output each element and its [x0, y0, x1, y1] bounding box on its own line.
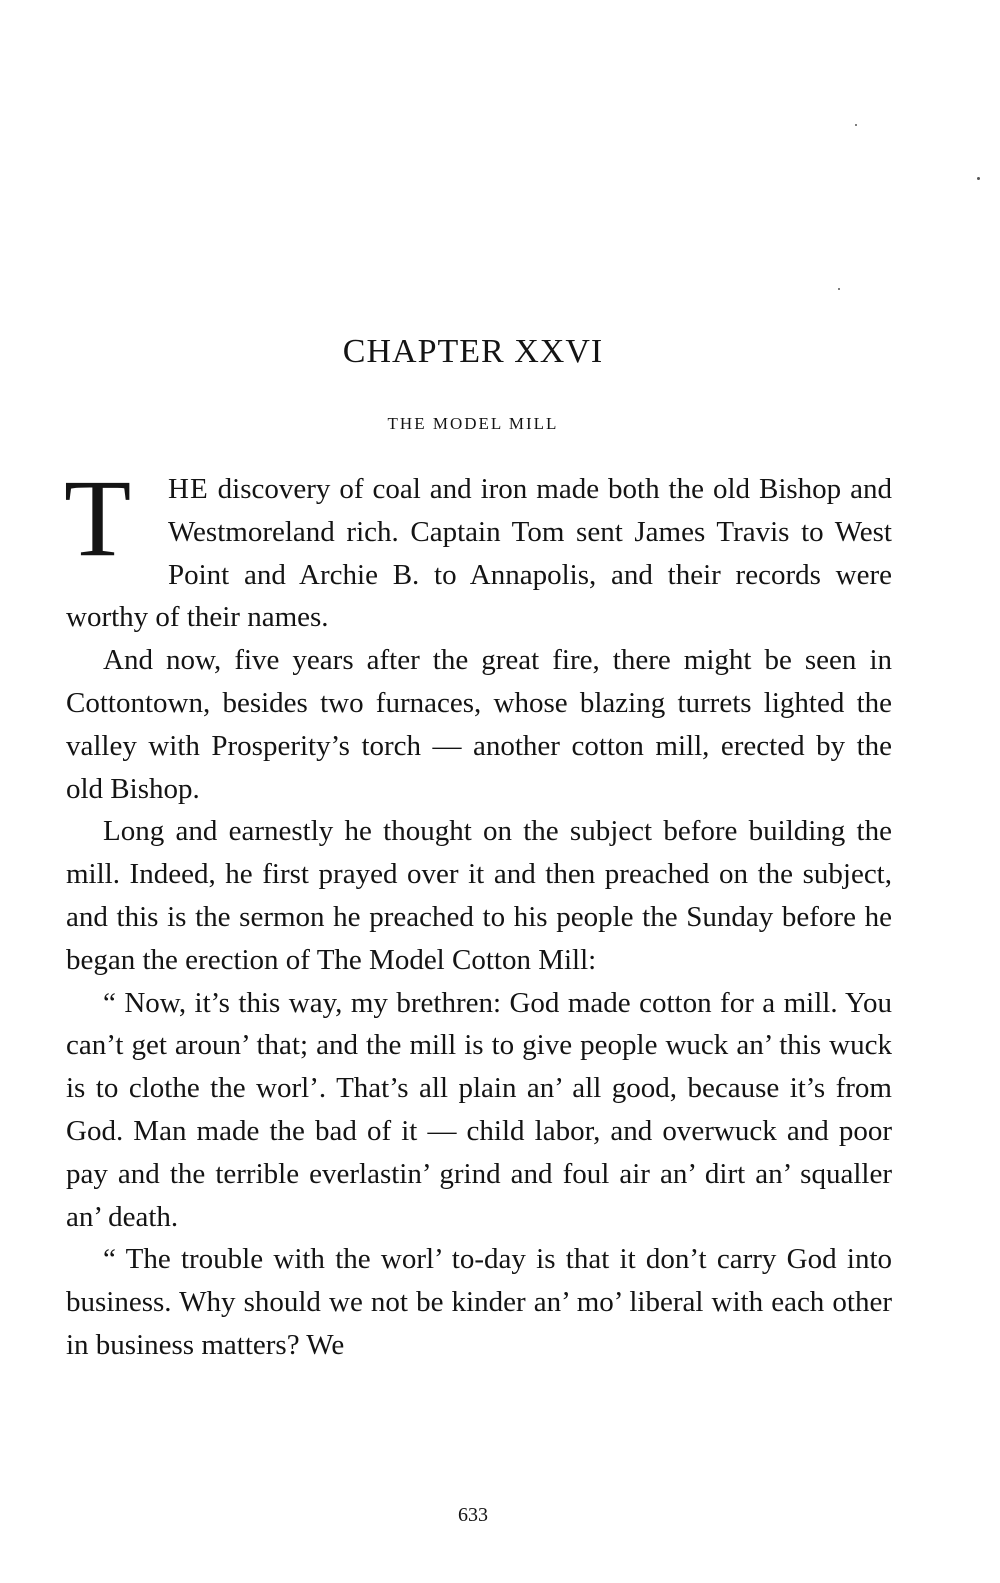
drop-cap-continuation: HE — [168, 473, 209, 505]
paragraph-1 — [64, 457, 892, 639]
paragraph-2: And now, five years after the great fire, there might be seen in Cottontown, besides two furnaces, whose blazing turrets lighted the valley with Prosperity’s torch — another cotton mill, erected by the old Bishop. — [66, 644, 892, 805]
chapter-heading: CHAPTER XXVI — [342, 333, 604, 370]
paragraph-1-text: discovery of coal and iron made both the old Bishop and Westmoreland rich. Captain Tom sent James Travis to West Point and Archie B. to Annapolis, and their records were worthy of their names. — [66, 473, 892, 634]
chapter-title: THE MODEL MILL — [387, 414, 559, 433]
scan-speck — [855, 124, 857, 126]
page-number: 633 — [458, 1504, 488, 1526]
paragraph-5: “ The trouble with the worl’ to-day is that it don’t carry God into business. Why should we not be kinder an’ mo’ liberal with each other in business matters? We — [66, 1243, 892, 1361]
paragraph-3: Long and earnestly he thought on the subject before building the mill. Indeed, he first prayed over it and then preached on the subject, and this is the sermon he preached to his people the Sunday before he began the erection of The Model Cotton Mill: — [66, 815, 892, 976]
paragraph-4: “ Now, it’s this way, my brethren: God made cotton for a mill. You can’t get aroun’ that; and the mill is to give people wuck an’ this wuck is to clothe the worl’. That’s all plain an’ all good, because it’s from God. Man made the bad of it — child labor, and overwuck and poor pay and the terrible everlastin’ grind and foul air an’ dirt an’ squaller an’ death. — [66, 986, 892, 1233]
scan-speck — [977, 177, 980, 180]
scan-speck — [838, 288, 840, 290]
drop-cap: T — [64, 457, 132, 579]
body-text — [64, 457, 892, 1367]
